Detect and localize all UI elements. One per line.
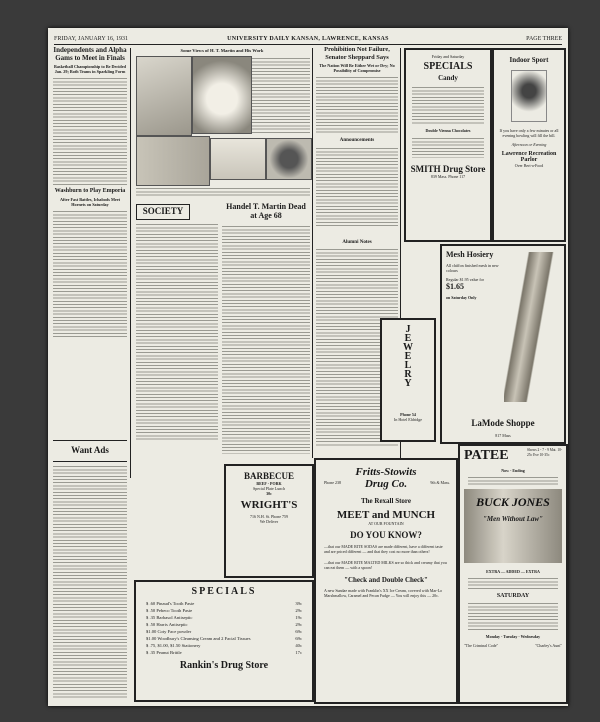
- rankin-item: [146, 649, 302, 656]
- barbecue-address: 716 N.H. St. Phone 759: [249, 514, 289, 519]
- hosiery-price: $1.65: [446, 282, 464, 291]
- rankin-item-price: 29c: [295, 608, 302, 613]
- rankin-item: [146, 614, 302, 621]
- hosiery-regular: Regular $1.95 value for: [446, 277, 484, 282]
- fritts-fountain: AT OUR FOUNTAIN: [368, 521, 404, 526]
- patee-star: BUCK JONES: [476, 495, 550, 509]
- photo-feature-body: [252, 56, 310, 134]
- masthead-title: UNIVERSITY DAILY KANSAN, LAWRENCE, KANSAS: [227, 36, 389, 42]
- barbecue-title: BARBECUE: [243, 471, 294, 481]
- fritts-para-1: —that our MADE RITE SODAS are made different, have a different taste and are priced different — and that they cost no more than others!: [324, 544, 443, 554]
- barbecue-store: WRIGHT'S: [240, 499, 298, 511]
- smith-item2: Double Vienna Chocolates: [425, 128, 471, 133]
- rankin-store: Rankin's Drug Store: [179, 660, 269, 671]
- article-body-basketball: [53, 76, 127, 186]
- rankin-item: [146, 607, 302, 614]
- fritts-drug-co: Drug Co.: [364, 478, 408, 490]
- column-rule: [130, 48, 131, 478]
- fritts-para-2: —that our MADE RITE MALTED MILKS are so thick and creamy that you can eat them — with a spoon!: [324, 560, 447, 570]
- rankin-item: [146, 621, 302, 628]
- rankin-item-label: $1.00 Coty Face powder: [146, 629, 192, 634]
- photo-field: [136, 136, 210, 186]
- stocking-illustration: [504, 252, 558, 402]
- masthead: [54, 36, 562, 45]
- patee-coming-2: "Charley's Aunt": [535, 643, 562, 648]
- photo-specimen: [266, 138, 312, 180]
- jewelry-ad: [380, 318, 436, 442]
- rankin-item-label: $ .60 Pinaud's Tooth Paste: [146, 601, 195, 606]
- smith-store: SMITH Drug Store: [410, 164, 486, 174]
- patee-coming-1: "The Criminal Code": [464, 643, 499, 648]
- fritts-know: DO YOU KNOW?: [350, 530, 422, 540]
- rankin-item: [146, 635, 302, 642]
- masthead-page: PAGE THREE: [526, 36, 562, 42]
- photo-caption: [136, 186, 310, 198]
- rankin-ad: [134, 580, 314, 702]
- hosiery-ad: [440, 244, 566, 444]
- rankin-item-price: 39c: [295, 601, 302, 606]
- want-ads-listing: [53, 464, 127, 700]
- smith-address: 839 Mass. Phone 117: [430, 174, 466, 179]
- patee-ad: [458, 444, 568, 704]
- patee-times: Shows 2 - 7 - 9 Mat. 10-25c Eve 10-35c: [527, 448, 563, 457]
- indoor-venue: Lawrence Recreation Parlor: [501, 151, 557, 163]
- masthead-date: FRIDAY, JANUARY 16, 1931: [54, 36, 128, 42]
- patee-extra: EXTRA — ADDED — EXTRA: [486, 569, 540, 574]
- patee-extra-body: [468, 576, 558, 590]
- rankin-item-label: $1.00 Woodbury's Cleansing Cream and 2 Facial Tissues: [146, 636, 251, 641]
- fritts-name: Fritts-Stowits: [355, 466, 417, 478]
- smith-title: SPECIALS: [423, 61, 473, 72]
- bowler-illustration: [511, 70, 547, 122]
- smith-drug-ad: [404, 48, 492, 242]
- society-title: SOCIETY: [142, 206, 184, 216]
- rankin-item-label: $ .50 Harris Antiseptic: [146, 622, 188, 627]
- prohibition-headline: Prohibition Not Failure, Senator Sheppard Says: [324, 46, 390, 61]
- indoor-hours: Afternoon or Evening: [511, 142, 547, 147]
- hosiery-brand: LaMode Shoppe: [471, 418, 535, 428]
- rankin-item-label: $ .35 Barbasol Antiseptic: [146, 615, 193, 620]
- photo-fossil: [210, 138, 266, 180]
- hosiery-saturday: on Saturday Only: [446, 295, 477, 300]
- subhead-washburn: After Fast Battles, Ichabods Meet Hornets on Saturday: [59, 197, 121, 207]
- column-rule: [312, 48, 313, 458]
- hosiery-address: 817 Mass: [495, 433, 511, 438]
- rankin-item-list: [146, 600, 302, 656]
- announcements-title: Announcements: [339, 138, 375, 144]
- smith-list-2: [412, 136, 484, 158]
- patee-now: Now - Ending: [501, 468, 525, 473]
- fritts-store-row: [316, 478, 456, 494]
- article-body-washburn: [53, 209, 127, 339]
- patee-feature-art: [464, 489, 562, 563]
- jewelry-text: JEWELRY: [402, 324, 414, 387]
- smith-candy: Candy: [438, 74, 458, 82]
- hosiery-desc: All chiffon finished mesh in new colours: [446, 263, 499, 273]
- headline-basketball: Independents and Alpha Gams to Meet in Finals: [53, 46, 127, 62]
- indoor-title: Indoor Sport: [509, 56, 549, 64]
- patee-saturday-body: [468, 601, 558, 631]
- fritts-para-3: A new Sundae made with Franklin's XX Ice Cream, covered with Mar-Lo Marshmallow, Caramel and Pecan Fudge — You will enjoy this — 20c.: [324, 588, 443, 598]
- column-left: [53, 46, 127, 466]
- barbecue-special: Special Plate Lunch: [253, 486, 285, 491]
- rankin-item-price: 69c: [295, 636, 302, 641]
- patee-saturday: SATURDAY: [496, 593, 530, 599]
- rankin-item-price: 29c: [295, 622, 302, 627]
- society-header: [136, 204, 190, 220]
- indoor-sport-ad: [492, 48, 566, 242]
- jewelry-phone: Phone 54: [400, 412, 416, 417]
- rankin-item-label: $ .75, $1.00, $1.50 Stationery: [146, 643, 201, 648]
- patee-blurb: [468, 475, 558, 487]
- rankin-item: [146, 628, 302, 635]
- fritts-address: 9th & Mass.: [430, 480, 450, 485]
- rankin-item-price: 19c: [295, 615, 302, 620]
- barbecue-deliver: We Deliver: [259, 519, 279, 524]
- patee-film: "Men Without Law": [483, 515, 543, 523]
- rankin-item-price: 17c: [295, 650, 302, 655]
- photo-feature-title: Some Views of H. T. Martin and His Work: [180, 48, 264, 53]
- fritts-phone: Phone 238: [324, 480, 341, 485]
- rankin-item: [146, 600, 302, 607]
- hosiery-title: Mesh Hosiery: [446, 250, 494, 259]
- fritts-rexall: The Rexall Store: [360, 497, 412, 505]
- rankin-item-label: $ .50 Pebeco Tooth Paste: [146, 608, 193, 613]
- alumni-title: Alumni Notes: [342, 240, 372, 245]
- obit-body: [222, 224, 310, 454]
- rankin-item: [146, 642, 302, 649]
- prohibition-subhead: The Nation Will Be Either Wet or Dry; No Possibility of Compromise: [319, 63, 395, 74]
- fritts-meet: MEET and MUNCH: [336, 509, 436, 521]
- smith-list: [412, 85, 484, 125]
- patee-coming-row: [460, 643, 566, 653]
- society-body: [136, 222, 218, 442]
- prohibition-body: [316, 75, 398, 135]
- fritts-quote: "Check and Double Check": [344, 576, 428, 584]
- photo-animal-head: [192, 56, 252, 134]
- rankin-item-label: $ .35 Peanut Brittle: [146, 650, 182, 655]
- obit-headline: Handel T. Martin Dead at Age 68: [226, 202, 306, 220]
- headline-washburn: Washburn to Play Emporia: [54, 188, 126, 194]
- barbecue-price: 30c: [266, 491, 272, 496]
- patee-title: PATEE: [464, 448, 509, 463]
- photo-portrait: [136, 56, 192, 136]
- jewelry-hotel: In Hotel Eldridge: [394, 417, 422, 422]
- want-ads-title: Want Ads: [71, 445, 109, 455]
- announcements-body: [316, 146, 398, 226]
- want-ads-header: [53, 440, 127, 462]
- subhead-basketball: Basketball Championship to Be Decided Jan. 29; Both Teams in Sparkling Form: [54, 64, 126, 74]
- indoor-text: If you have only a few minutes or all evening bowling will fill the bill.: [499, 128, 559, 138]
- newspaper-page: [48, 28, 568, 706]
- rankin-item-price: 69c: [295, 629, 302, 634]
- rankin-item-price: 40c: [295, 643, 302, 648]
- rankin-title: SPECIALS: [191, 586, 257, 597]
- hosiery-text-block: [446, 250, 502, 300]
- smith-days: Friday and Saturday: [431, 54, 465, 59]
- barbecue-ad: [224, 464, 314, 578]
- patee-header: [460, 446, 566, 468]
- patee-midweek: Monday - Tuesday - Wednesday: [485, 634, 541, 639]
- indoor-location: Over Bert-a-Food: [514, 163, 544, 168]
- barbecue-meats: BEEF - PORK: [256, 481, 282, 486]
- fritts-ad: [314, 458, 458, 704]
